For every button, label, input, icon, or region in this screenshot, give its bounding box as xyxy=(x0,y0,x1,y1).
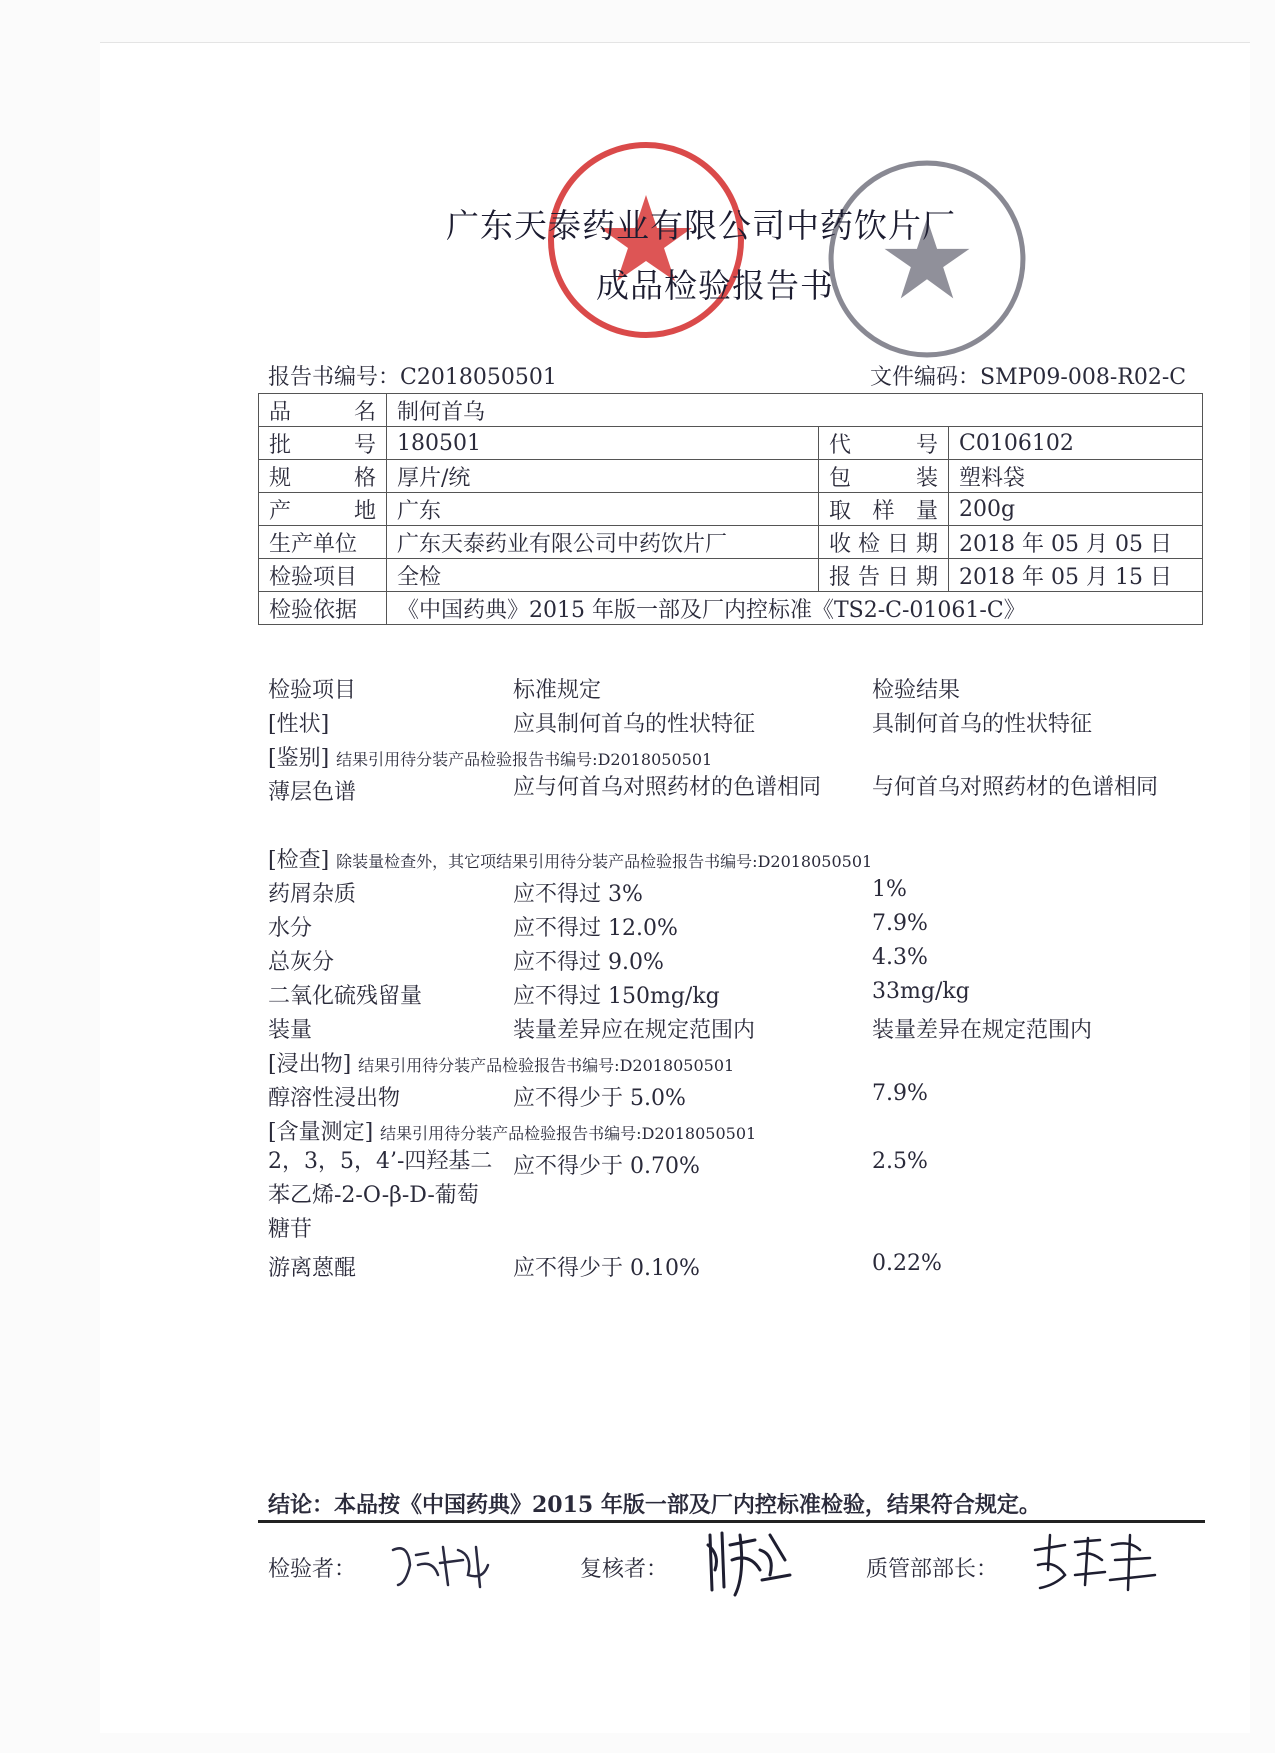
report-number-value: C2018050501 xyxy=(400,365,557,390)
sample-label: 取 样 量 xyxy=(819,493,949,526)
row-standard: 应不得少于 5.0% xyxy=(513,1086,686,1111)
section-label: [含量测定] xyxy=(268,1120,374,1145)
producer-label: 生产单位 xyxy=(259,526,387,559)
items-value: 全检 xyxy=(387,559,819,592)
product-name-label: 品 名 xyxy=(259,394,387,427)
row-standard: 应不得过 12.0% xyxy=(513,916,678,941)
batch-label: 批 号 xyxy=(259,427,387,460)
row-result: 1% xyxy=(872,877,907,902)
row-result: 具制何首乌的性状特征 xyxy=(872,712,1093,737)
column-standard-header: 标准规定 xyxy=(513,678,602,703)
spec-label: 规 格 xyxy=(259,460,387,493)
section-note: 除装量检查外，其它项结果引用待分装产品检验报告书编号:D2018050501 xyxy=(336,852,873,871)
origin-label: 产 地 xyxy=(259,493,387,526)
column-item-header: 检验项目 xyxy=(268,678,357,703)
report-date-value: 2018 年 05 月 15 日 xyxy=(949,559,1203,592)
row-item: 2，3，5，4’-四羟基二苯乙烯-2-O-β-D-葡萄糖苷 xyxy=(268,1149,493,1242)
row-result: 2.5% xyxy=(872,1149,928,1174)
row-standard: 装量差异应在规定范围内 xyxy=(513,1018,756,1043)
receive-date-value: 2018 年 05 月 05 日 xyxy=(949,526,1203,559)
section-check xyxy=(268,843,872,874)
inspector-label: 检验者： xyxy=(268,1557,357,1582)
row-result: 0.22% xyxy=(872,1251,942,1276)
code-label: 代 号 xyxy=(819,427,949,460)
info-row xyxy=(259,394,1203,427)
section-note: 结果引用待分装产品检验报告书编号:D2018050501 xyxy=(336,750,713,769)
conclusion-rule xyxy=(258,1520,1205,1523)
section-label: [鉴别] xyxy=(268,746,330,771)
row-item: 总灰分 xyxy=(268,950,335,975)
section-identification xyxy=(268,741,712,772)
info-row xyxy=(259,526,1203,559)
inspection-seal xyxy=(826,158,1028,360)
receive-date-label: 收 检 日 期 xyxy=(819,526,949,559)
basis-label: 检验依据 xyxy=(259,592,387,625)
reviewer-signature xyxy=(700,1525,800,1600)
file-code xyxy=(870,360,1186,391)
info-row xyxy=(259,493,1203,526)
section-extract xyxy=(268,1047,734,1078)
origin-value: 广东 xyxy=(387,493,819,526)
row-item: 二氧化硫残留量 xyxy=(268,984,423,1009)
row-standard: 应具制何首乌的性状特征 xyxy=(513,712,756,737)
row-result: 与何首乌对照药材的色谱相同 xyxy=(872,775,1159,800)
row-item: 药屑杂质 xyxy=(268,882,357,907)
row-result: 7.9% xyxy=(872,1081,928,1106)
section-label: [浸出物] xyxy=(268,1052,352,1077)
basis-value: 《中国药典》2015 年版一部及厂内控标准《TS2-C-01061-C》 xyxy=(387,592,1203,625)
items-label: 检验项目 xyxy=(259,559,387,592)
info-row xyxy=(259,460,1203,493)
row-result: 4.3% xyxy=(872,945,928,970)
row-item: 水分 xyxy=(268,916,313,941)
file-code-value: SMP09-008-R02-C xyxy=(980,365,1187,390)
section-label: [检查] xyxy=(268,848,330,873)
inspector-signature xyxy=(388,1535,498,1595)
row-standard: 应不得少于 0.10% xyxy=(513,1256,700,1281)
qa-head-signature xyxy=(1030,1530,1160,1595)
row-standard: 应不得过 3% xyxy=(513,882,643,907)
row-item: [性状] xyxy=(268,712,330,737)
document-title: 广东天泰药业有限公司中药饮片厂 xyxy=(446,206,956,245)
code-value: C0106102 xyxy=(949,427,1203,460)
column-result-header: 检验结果 xyxy=(872,678,961,703)
row-standard: 应不得过 150mg/kg xyxy=(513,984,720,1009)
info-table xyxy=(258,393,1203,625)
section-note: 结果引用待分装产品检验报告书编号:D2018050501 xyxy=(380,1124,757,1143)
reviewer-label: 复核者： xyxy=(580,1557,669,1582)
product-name-value: 制何首乌 xyxy=(387,394,1203,427)
row-result: 33mg/kg xyxy=(872,979,970,1004)
conclusion: 结论：本品按《中国药典》2015 年版一部及厂内控标准检验，结果符合规定。 xyxy=(268,1492,1041,1518)
row-result: 装量差异在规定范围内 xyxy=(872,1018,1093,1043)
row-result: 7.9% xyxy=(872,911,928,936)
report-number xyxy=(268,360,557,391)
info-row xyxy=(259,559,1203,592)
report-date-label: 报 告 日 期 xyxy=(819,559,949,592)
section-note: 结果引用待分装产品检验报告书编号:D2018050501 xyxy=(358,1056,735,1075)
batch-value: 180501 xyxy=(387,427,819,460)
sample-value: 200g xyxy=(949,493,1203,526)
row-item: 游离蒽醌 xyxy=(268,1256,357,1281)
row-standard: 应与何首乌对照药材的色谱相同 xyxy=(513,775,822,800)
report-number-label: 报告书编号： xyxy=(268,365,401,390)
section-assay xyxy=(268,1115,756,1146)
file-code-label: 文件编码： xyxy=(870,365,981,390)
row-standard: 应不得过 9.0% xyxy=(513,950,664,975)
package-value: 塑料袋 xyxy=(949,460,1203,493)
info-row xyxy=(259,592,1203,625)
document-subtitle: 成品检验报告书 xyxy=(596,266,834,305)
row-standard: 应不得少于 0.70% xyxy=(513,1154,700,1179)
info-row xyxy=(259,427,1203,460)
row-item: 装量 xyxy=(268,1018,313,1043)
row-item: 醇溶性浸出物 xyxy=(268,1086,401,1111)
spec-value: 厚片/统 xyxy=(387,460,819,493)
qa-head-label: 质管部部长： xyxy=(866,1557,999,1582)
package-label: 包 装 xyxy=(819,460,949,493)
row-item: 薄层色谱 xyxy=(268,780,357,805)
producer-value: 广东天泰药业有限公司中药饮片厂 xyxy=(387,526,819,559)
